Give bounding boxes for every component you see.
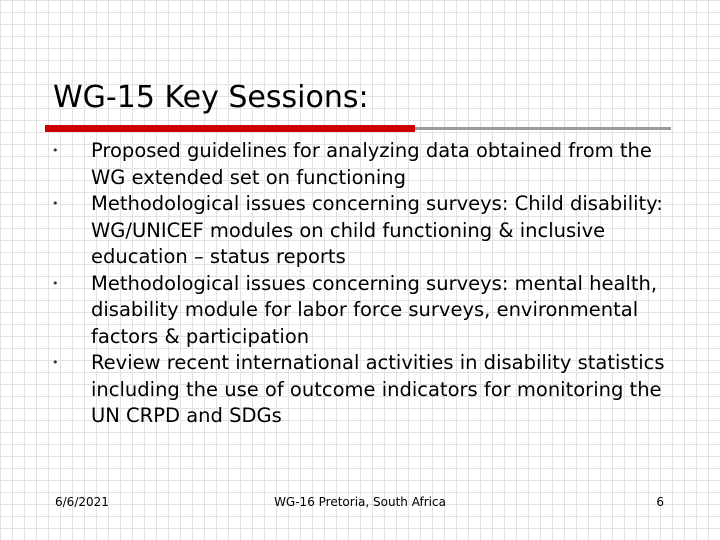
bullet-item — [52, 138, 692, 191]
bullet-text: Review recent international activities in disability statistics including the use of outcome indicators for monitoring the UN CRPD and SDGs — [91, 351, 665, 427]
bullet-dot-icon: • — [52, 144, 59, 157]
bullet-text: Methodological issues concerning surveys: Child disability: WG/UNICEF modules on child functioning & inclusive education – status reports — [91, 192, 663, 268]
bullet-item — [52, 191, 692, 271]
bullet-item — [52, 350, 692, 430]
footer-date: 6/6/2021 — [55, 495, 109, 509]
footer-page-number: 6 — [656, 495, 664, 509]
title-secondary-rule — [415, 127, 671, 130]
bullet-list — [52, 138, 692, 430]
footer-event: WG-16 Pretoria, South Africa — [274, 495, 446, 509]
bullet-text: Proposed guidelines for analyzing data obtained from the WG extended set on functioning — [91, 139, 652, 189]
slide-title: WG-15 Key Sessions: — [53, 80, 369, 115]
bullet-text: Methodological issues concerning surveys: mental health, disability module for labor force surveys, environmental factors & participation — [91, 271, 658, 348]
title-accent-rule — [45, 125, 415, 132]
bullet-item — [52, 271, 692, 351]
bullet-dot-icon: • — [52, 276, 59, 290]
bullet-dot-icon: • — [52, 356, 59, 369]
bullet-dot-icon: • — [52, 197, 59, 210]
